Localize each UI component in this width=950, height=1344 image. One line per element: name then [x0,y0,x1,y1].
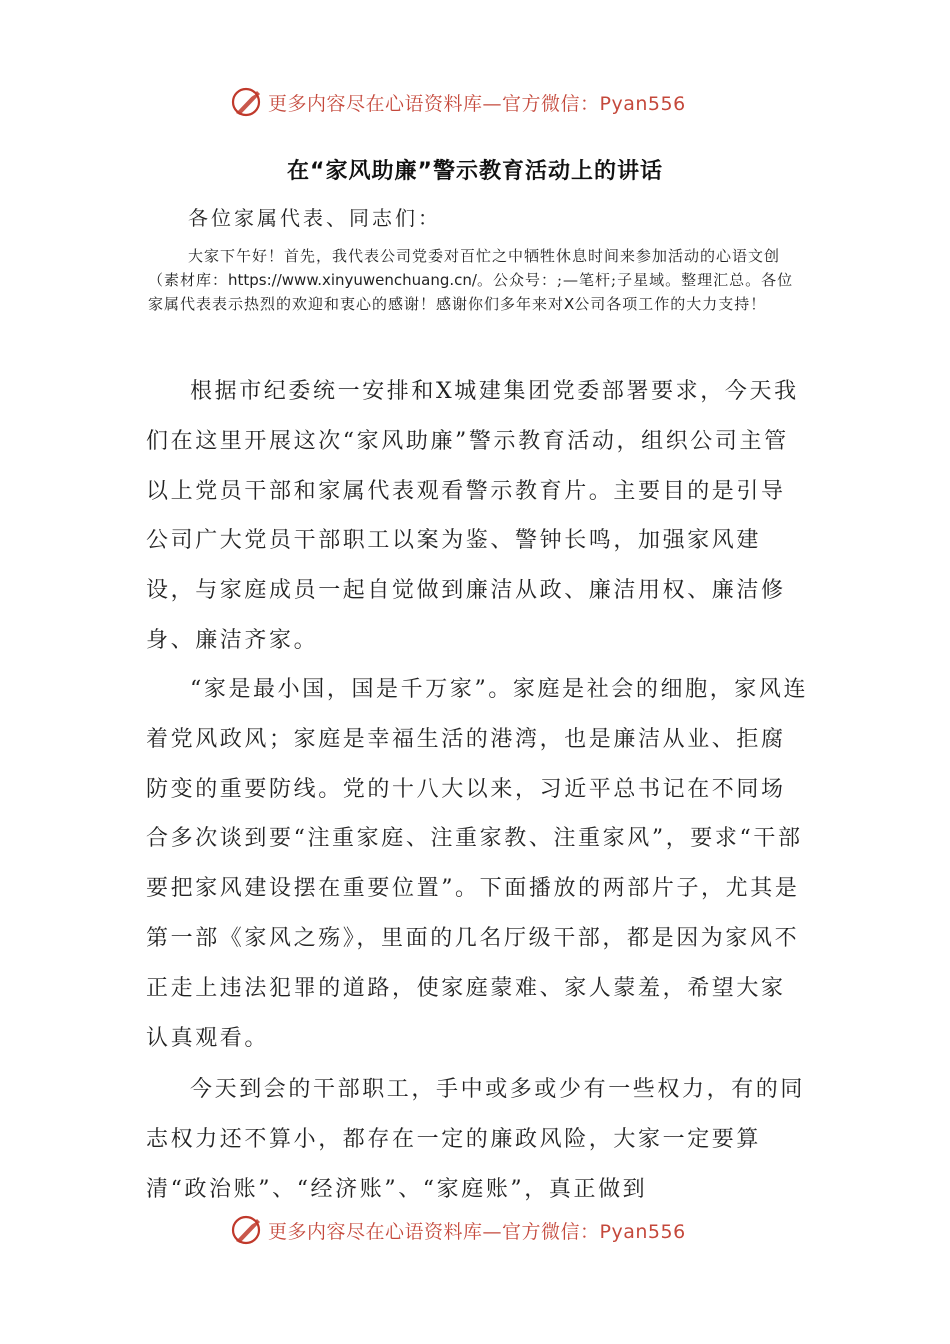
quill-logo-icon [230,85,264,119]
document-title: 在“家风助廉”警示教育活动上的讲话 [287,159,663,184]
footer-banner-text: 更多内容尽在心语资料库—官方微信：Pyan556 [268,1220,686,1243]
header-banner-wechat-id: Pyan556 [599,92,686,115]
body-paragraph-3: 今天到会的干部职工，手中或多或少有一些权力，有的同志权力还不算小，都存在一定的廉政风险，大家一定要算清“政治账”、“经济账”、“家庭账”，真正做到 [146,1077,806,1202]
body-paragraph-2: “家是最小国，国是千万家”。家庭是社会的细胞，家风连着党风政风；家庭是幸福生活的港湾，也是廉洁从业、拒腐防变的重要防线。党的十八大以来，习近平总书记在不同场合多次谈到要“注重家庭、注重家教、注重家风”，要求“干部要把家风建设摆在重要位置”。下面播放的两部片子，尤其是第一部《家风之殇》，里面的几名厅级干部，都是因为家风不正走上违法犯罪的道路，使家庭蒙难、家人蒙羞，希望大家认真观看。 [146,677,809,1051]
intro-paragraph: 大家下午好！首先，我代表公司党委对百忙之中牺牲休息时间来参加活动的心语文创（素材库：https://www.xinyuwenchuang.cn/。公众号：;—笔杆;子星域。整理汇总。各位家属代表表示热烈的欢迎和衷心的感谢！感谢你们多年来对X公司各项工作的大力支持！ [148,247,794,313]
header-banner-text: 更多内容尽在心语资料库—官方微信：Pyan556 [268,92,686,115]
source-url: https://www.xinyuwenchuang.cn/ [228,271,477,289]
quill-logo-icon [230,1213,264,1247]
salutation: 各位家属代表、同志们： [188,206,441,230]
header-banner [230,82,750,122]
body-paragraph-1: 根据市纪委统一安排和X城建集团党委部署要求，今天我们在这里开展这次“家风助廉”警示教育活动，组织公司主管以上党员干部和家属代表观看警示教育片。主要目的是引导公司广大党员干部职工以案为鉴、警钟长鸣，加强家风建设，与家庭成员一起自觉做到廉洁从政、廉洁用权、廉洁修身、廉洁齐家。 [146,379,799,653]
footer-banner-wechat-id: Pyan556 [599,1220,686,1243]
footer-banner [230,1210,750,1250]
